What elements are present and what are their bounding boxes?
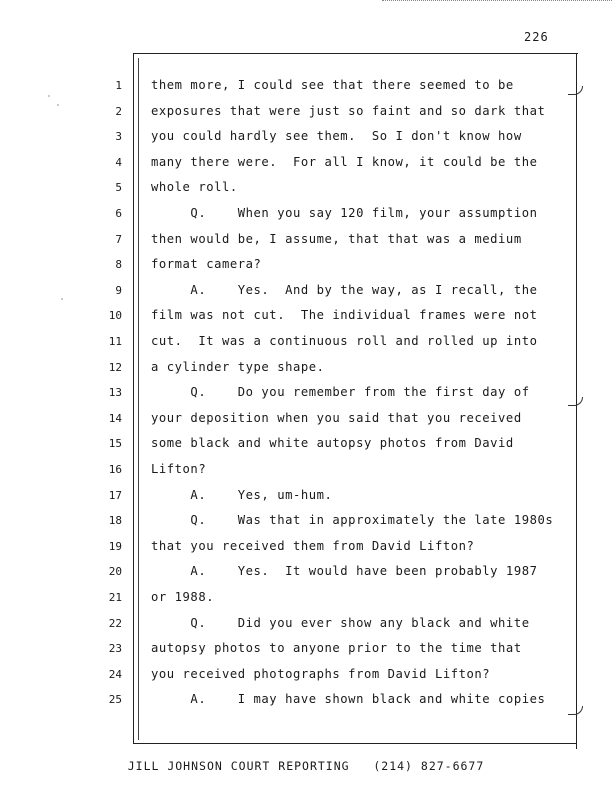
- line-text: A. Yes, um-hum.: [151, 487, 333, 502]
- transcript-line: [0, 462, 612, 482]
- line-text: Q. When you say 120 film, your assumption: [151, 206, 538, 220]
- line-number: 19: [108, 539, 122, 553]
- line-text: A. Yes. It would have been probably 1987: [151, 564, 538, 579]
- line-number: 11: [108, 335, 122, 348]
- line-number: 24: [108, 667, 122, 681]
- line-text: Q. Was that in approximately the late 1980s: [151, 513, 554, 528]
- transcript-line: [0, 104, 612, 124]
- transcript-line: [0, 385, 612, 405]
- line-text: a cylinder type shape.: [151, 359, 325, 374]
- scan-speck: [57, 104, 59, 106]
- transcript-line: [0, 232, 612, 252]
- transcript-line: [0, 360, 612, 380]
- line-text: them more, I could see that there seemed to be: [151, 78, 514, 92]
- transcript-line: [0, 667, 612, 687]
- scan-speck: [48, 95, 50, 97]
- line-number: 14: [108, 411, 122, 425]
- page-number: 226: [524, 30, 549, 44]
- line-number: 22: [108, 616, 122, 630]
- transcript-line: [0, 283, 612, 303]
- transcript-line: [0, 590, 612, 610]
- line-text: Q. Do you remember from the first day of: [151, 385, 530, 400]
- transcript-line: [0, 180, 612, 200]
- transcript-line: [0, 206, 612, 226]
- transcript-line: [0, 692, 612, 712]
- scan-speck: [61, 298, 63, 300]
- line-text: Lifton?: [151, 462, 207, 476]
- line-number: 20: [108, 565, 122, 579]
- line-number: 15: [108, 437, 122, 451]
- transcript-line: [0, 334, 612, 354]
- line-number: 10: [108, 309, 122, 323]
- line-text: Q. Did you ever show any black and white: [151, 615, 530, 630]
- line-number: 4: [115, 155, 122, 169]
- court-reporter-footer: JILL JOHNSON COURT REPORTING (214) 827-6677: [127, 759, 485, 773]
- line-text: film was not cut. The individual frames were not: [151, 308, 538, 323]
- line-number: 9: [115, 283, 122, 297]
- line-number: 21: [108, 591, 122, 604]
- line-number: 3: [115, 130, 122, 144]
- line-number: 8: [115, 258, 122, 272]
- transcript-line: [0, 436, 612, 456]
- line-text: many there were. For all I know, it could be the: [151, 154, 538, 169]
- line-number: 18: [108, 514, 122, 528]
- line-text: that you received them from David Lifton?: [151, 538, 475, 553]
- line-number: 25: [108, 693, 122, 707]
- line-text: autopsy photos to anyone prior to the time that: [151, 641, 522, 656]
- transcript-line: [0, 616, 612, 636]
- line-number: 12: [108, 360, 122, 374]
- line-number: 13: [108, 386, 122, 400]
- line-text: whole roll.: [151, 180, 238, 195]
- line-text: some black and white autopsy photos from David: [151, 436, 514, 451]
- line-number: 16: [108, 463, 122, 476]
- transcript-line: [0, 411, 612, 431]
- line-number: 23: [108, 642, 122, 656]
- line-text: your deposition when you said that you received: [151, 410, 522, 425]
- line-text: then would be, I assume, that that was a medium: [151, 231, 522, 246]
- top-edge-rule: [382, 0, 612, 5]
- line-text: cut. It was a continuous roll and rolled up into: [151, 334, 538, 348]
- line-text: you could hardly see them. So I don't know how: [151, 129, 522, 144]
- line-number: 5: [115, 181, 122, 195]
- transcript-line: [0, 513, 612, 533]
- line-number: 2: [115, 104, 122, 118]
- line-text: or 1988.: [151, 590, 215, 604]
- transcript-line: [0, 155, 612, 175]
- line-text: exposures that were just so faint and so dark that: [151, 103, 546, 118]
- line-text: format camera?: [151, 257, 262, 272]
- transcript-line: [0, 257, 612, 277]
- margin-check-mark: [568, 706, 583, 715]
- line-text: A. Yes. And by the way, as I recall, the: [151, 282, 538, 297]
- transcript-line: [0, 488, 612, 508]
- transcript-line: [0, 308, 612, 328]
- line-text: you received photographs from David Lifton?: [151, 666, 491, 681]
- transcript-line: [0, 641, 612, 661]
- line-number: 7: [115, 232, 122, 246]
- transcript-line: [0, 78, 612, 98]
- line-number: 6: [115, 207, 122, 220]
- transcript-line: [0, 129, 612, 149]
- line-number: 17: [108, 488, 122, 502]
- line-text: A. I may have shown black and white copies: [151, 692, 546, 707]
- transcript-line: [0, 564, 612, 584]
- transcript-line: [0, 539, 612, 559]
- transcript-frame-bottom-edge: [133, 743, 577, 744]
- line-number: 1: [115, 79, 122, 92]
